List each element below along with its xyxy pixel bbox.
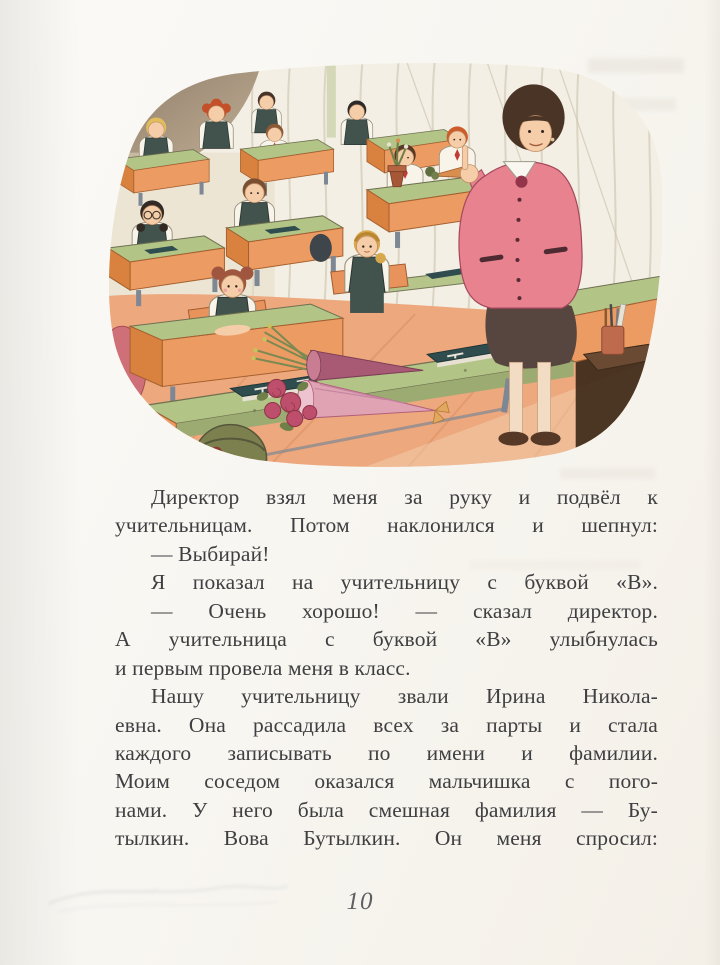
window-frame bbox=[327, 57, 336, 137]
teacher-shoe bbox=[531, 432, 561, 446]
story-line: Директор взял меня за руку и подвёл к bbox=[151, 485, 658, 509]
story-line: нами. У него была смешная фамилия — Бу- bbox=[115, 797, 658, 822]
story-line: евна. Она рассадила всех за парты и стала bbox=[115, 712, 658, 737]
story-line: Моим соседом оказался мальчишка с пого- bbox=[115, 769, 658, 794]
story-line: Нашу учительницу звали Ирина Никола- bbox=[151, 684, 658, 709]
story-line: учительницам. Потом наклонился и шепнул: bbox=[115, 513, 658, 538]
story-line: каждого записывать по имени и фамилии. bbox=[115, 740, 658, 765]
teacher-leg bbox=[538, 362, 551, 434]
story-line: А учительница с буквой «В» улыбнулась bbox=[115, 627, 658, 652]
dark-backpack bbox=[310, 234, 332, 262]
page-gutter-shadow bbox=[0, 0, 95, 965]
illustration bbox=[104, 57, 662, 471]
story-line: — Выбирай! bbox=[151, 541, 270, 566]
teacher-shoe bbox=[498, 432, 528, 446]
classroom-illustration bbox=[104, 57, 662, 471]
teacher-skirt bbox=[485, 302, 576, 369]
page-edge-shadow bbox=[704, 0, 720, 965]
story-line: Я показал на учительницу с буквой «В». bbox=[151, 570, 658, 595]
teacher-leg bbox=[509, 362, 522, 434]
story-line: тылкин. Вова Бутылкин. Он меня спросил: bbox=[115, 826, 658, 851]
story-line: и первым провела меня в класс. bbox=[115, 655, 411, 680]
page-number: 10 bbox=[346, 888, 374, 915]
rose-brooch bbox=[515, 176, 527, 188]
earring bbox=[551, 138, 555, 142]
pointing-finger bbox=[462, 146, 468, 170]
story-line: — Очень хорошо! — сказал директор. bbox=[151, 598, 658, 623]
story-text bbox=[115, 483, 658, 853]
